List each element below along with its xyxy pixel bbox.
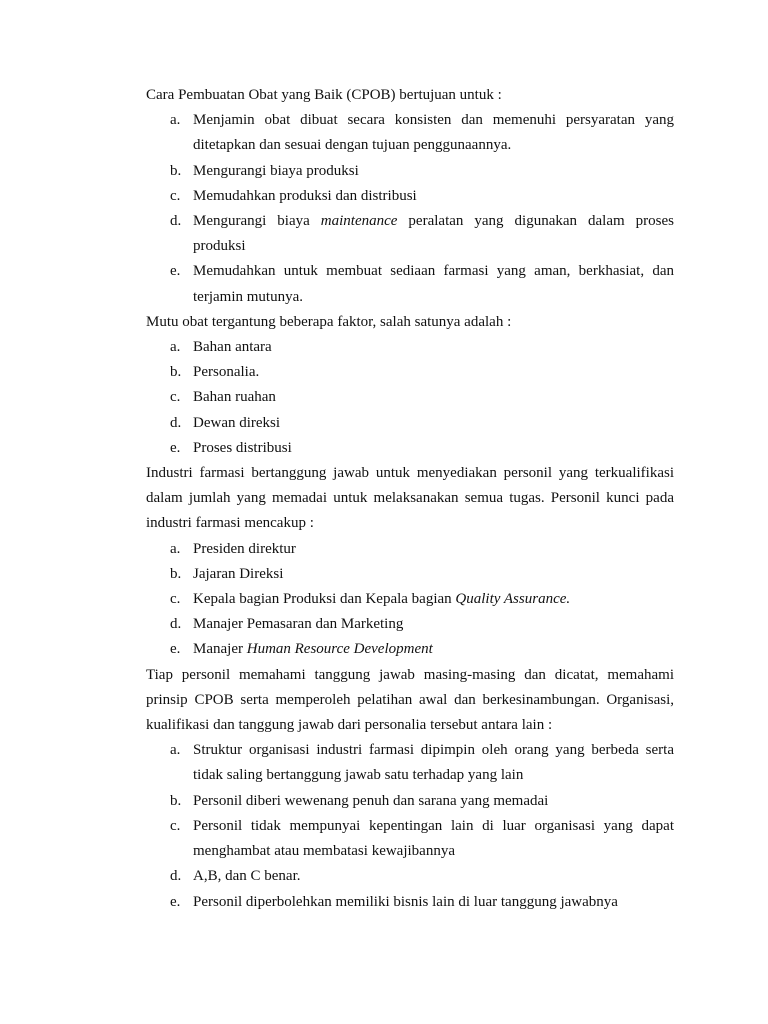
option-text: Personil diperbolehkan memiliki bisnis lain di luar tanggung jawabnya: [193, 893, 618, 910]
question-stem: Mutu obat tergantung beberapa faktor, salah satunya adalah :: [146, 313, 512, 330]
option-text: Dewan direksi: [193, 414, 281, 431]
option-text: Manajer: [193, 641, 247, 658]
answer-option: [146, 537, 674, 562]
option-letter: c.: [170, 187, 181, 204]
option-letter: b.: [170, 565, 182, 582]
question-stem: Tiap personil memahami tanggung jawab masing-masing dan dicatat, memahami prinsip CPOB serta memperoleh pelatihan awal dan berkesinambungan. Organisasi, kualifikasi dan tanggung jawab dari personalia tersebut antara lain :: [146, 666, 674, 734]
answer-option: [146, 789, 674, 814]
answer-option: [146, 411, 674, 436]
option-text: Proses distribusi: [193, 439, 292, 456]
document-page: [146, 83, 674, 915]
option-text: Manajer Pemasaran dan Marketing: [193, 616, 404, 633]
option-text: Personalia.: [193, 364, 260, 381]
option-text: Mengurangi biaya: [193, 213, 321, 230]
option-letter: e.: [170, 893, 181, 910]
option-letter: a.: [170, 339, 181, 356]
answer-option: [146, 612, 674, 637]
answer-option: [146, 385, 674, 410]
option-letter: b.: [170, 792, 182, 809]
answer-option: [146, 738, 674, 788]
option-letter: e.: [170, 641, 181, 658]
answer-options: [146, 335, 674, 461]
answer-options: [146, 738, 674, 914]
answer-option: [146, 360, 674, 385]
option-letter: d.: [170, 616, 182, 633]
option-text: Personil diberi wewenang penuh dan sarana yang memadai: [193, 792, 549, 809]
answer-option: [146, 814, 674, 864]
option-text: peralatan yang digunakan dalam proses produksi: [193, 213, 674, 255]
answer-option: [146, 108, 674, 158]
option-letter: c.: [170, 389, 181, 406]
option-letter: a.: [170, 742, 181, 759]
option-text: Bahan ruahan: [193, 389, 276, 406]
answer-options: [146, 537, 674, 663]
option-letter: c.: [170, 817, 181, 834]
answer-option: [146, 587, 674, 612]
question-stem: Industri farmasi bertanggung jawab untuk menyediakan personil yang terkualifikasi dalam jumlah yang memadai untuk melaksanakan semua tugas. Personil kunci pada industri farmasi mencakup :: [146, 465, 674, 532]
option-letter: e.: [170, 263, 181, 280]
option-text: Kepala bagian Produksi dan Kepala bagian: [193, 591, 456, 608]
option-letter: a.: [170, 540, 181, 557]
option-letter: a.: [170, 112, 181, 129]
option-letter: b.: [170, 162, 182, 179]
option-text: Mengurangi biaya produksi: [193, 162, 359, 179]
option-text: Presiden direktur: [193, 540, 296, 557]
option-text-italic: maintenance: [320, 213, 398, 230]
answer-option: [146, 562, 674, 587]
option-text-italic: Quality Assurance.: [455, 591, 571, 608]
answer-option: [146, 637, 674, 662]
option-text: Struktur organisasi industri farmasi dipimpin oleh orang yang berbeda serta tidak saling bertanggung jawab satu terhadap yang lain: [193, 742, 674, 784]
option-text-italic: Human Resource Development: [246, 641, 433, 658]
answer-option: [146, 209, 674, 259]
answer-option: [146, 335, 674, 360]
option-text: Memudahkan untuk membuat sediaan farmasi yang aman, berkhasiat, dan terjamin mutunya.: [193, 263, 674, 305]
answer-options: [146, 108, 674, 310]
option-text: Jajaran Direksi: [193, 565, 284, 582]
answer-option: [146, 436, 674, 461]
option-letter: b.: [170, 364, 182, 381]
option-text: Menjamin obat dibuat secara konsisten dan memenuhi persyaratan yang ditetapkan dan sesuai dengan tujuan penggunaannya.: [193, 112, 674, 154]
option-text: Memudahkan produksi dan distribusi: [193, 187, 417, 204]
question-stem: Cara Pembuatan Obat yang Baik (CPOB) bertujuan untuk :: [146, 87, 502, 103]
answer-option: [146, 864, 674, 889]
answer-option: [146, 159, 674, 184]
option-letter: d.: [170, 868, 182, 885]
option-text: Personil tidak mempunyai kepentingan lain di luar organisasi yang dapat menghambat atau membatasi kewajibannya: [193, 817, 674, 860]
option-letter: d.: [170, 213, 182, 230]
option-letter: d.: [170, 414, 182, 431]
option-text: A,B, dan C benar.: [193, 868, 301, 885]
answer-option: [146, 184, 674, 209]
option-letter: e.: [170, 439, 181, 456]
option-letter: c.: [170, 591, 181, 608]
answer-option: [146, 890, 674, 915]
option-text: Bahan antara: [193, 339, 272, 356]
answer-option: [146, 259, 674, 309]
